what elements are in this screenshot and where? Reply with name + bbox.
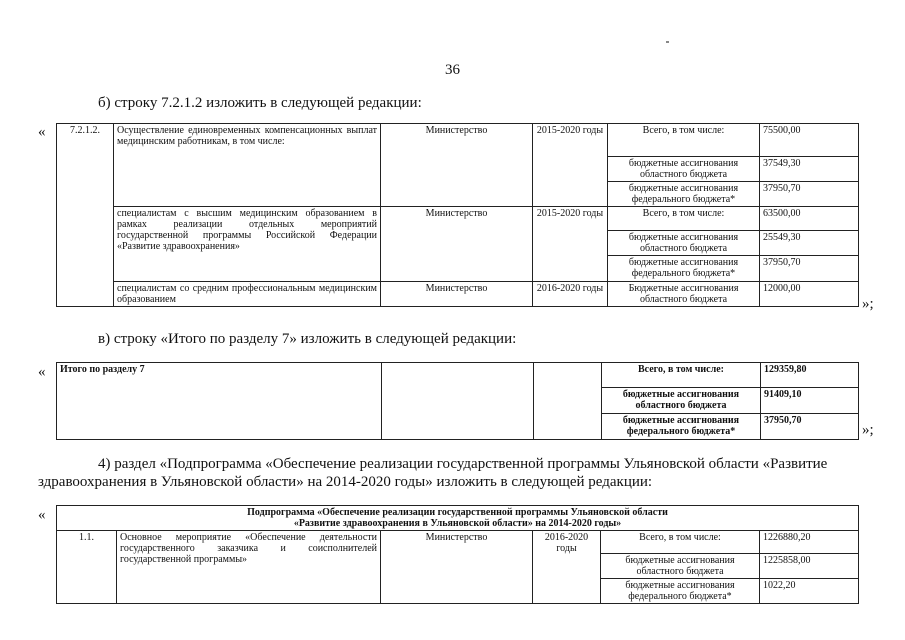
row-years: 2016-2020 годы: [533, 282, 608, 307]
source-value: 1225858,00: [760, 554, 859, 579]
source-label: Всего, в том числе:: [608, 124, 760, 157]
source-value: 37950,70: [760, 256, 859, 282]
table-row: [57, 282, 859, 307]
total-label: Итого по разделу 7: [57, 363, 382, 440]
source-value: 75500,00: [760, 124, 859, 157]
source-value: 63500,00: [760, 207, 859, 231]
source-label: бюджетные ассигнования федерального бюджета*: [608, 182, 760, 207]
source-label: бюджетные ассигнования федерального бюджета*: [602, 414, 761, 440]
row-number-empty: [57, 207, 114, 307]
table-row: [57, 531, 859, 554]
empty-cell: [534, 363, 602, 440]
row-executor: Министерство: [381, 124, 533, 207]
scan-speck: [666, 41, 669, 43]
row-description: специалистам со средним профессиональным медицинским образованием: [114, 282, 381, 307]
table-title-row: [57, 506, 859, 531]
source-value: 25549,30: [760, 231, 859, 256]
source-label: Всего, в том числе:: [601, 531, 760, 554]
row-years: 2015-2020 годы: [533, 124, 608, 207]
empty-cell: [382, 363, 534, 440]
table-title: [57, 506, 859, 531]
section-4-heading-line1: 4) раздел «Подпрограмма «Обеспечение реализации государственной программы Ульяновской области «Развитие: [98, 456, 828, 472]
source-value: 91409,10: [761, 388, 859, 414]
section-b-heading: б) строку 7.2.1.2 изложить в следующей редакции:: [98, 95, 422, 111]
row-years: 2016-2020 годы: [533, 531, 601, 604]
section-b-table: [56, 123, 859, 307]
row-executor: Министерство: [381, 531, 533, 604]
source-label: Всего, в том числе:: [608, 207, 760, 231]
source-label: бюджетные ассигнования федерального бюджета*: [608, 256, 760, 282]
table-row: [57, 363, 859, 388]
source-value: 37549,30: [760, 157, 859, 182]
row-description: Основное мероприятие «Обеспечение деятельности государственного заказчика и соисполнителей государственной программы»: [117, 531, 381, 604]
section-4-table: [56, 505, 859, 604]
section-v-open-quote: «: [38, 364, 46, 380]
row-number: 7.2.1.2.: [57, 124, 114, 207]
table-row: [57, 124, 859, 157]
table-title-line2: «Развитие здравоохранения в Ульяновской области» на 2014-2020 годы»: [293, 518, 622, 529]
page-number: 36: [445, 62, 460, 78]
source-value: 129359,80: [761, 363, 859, 388]
row-number: 1.1.: [57, 531, 117, 604]
source-label: бюджетные ассигнования областного бюджета: [608, 157, 760, 182]
row-executor: Министерство: [381, 207, 533, 282]
section-4-heading-line2: здравоохранения в Ульяновской области» на 2014-2020 годы» изложить в следующей редакции:: [38, 474, 653, 490]
source-label: Всего, в том числе:: [602, 363, 761, 388]
row-years: 2015-2020 годы: [533, 207, 608, 282]
row-executor: Министерство: [381, 282, 533, 307]
source-value: 37950,70: [761, 414, 859, 440]
source-value: 1226880,20: [760, 531, 859, 554]
section-b-close-quote: »;: [862, 296, 874, 312]
source-label: бюджетные ассигнования областного бюджета: [601, 554, 760, 579]
source-value: 37950,70: [760, 182, 859, 207]
row-description: Осуществление единовременных компенсационных выплат медицинским работникам, в том числе:: [114, 124, 381, 207]
table-title-line1: Подпрограмма «Обеспечение реализации государственной программы Ульяновской области: [247, 507, 668, 518]
section-4-open-quote: «: [38, 507, 46, 523]
section-v-close-quote: »;: [862, 422, 874, 438]
source-label: Бюджетные ассигнования областного бюджета: [608, 282, 760, 307]
source-value: 1022,20: [760, 579, 859, 604]
source-label: бюджетные ассигнования областного бюджета: [608, 231, 760, 256]
source-value: 12000,00: [760, 282, 859, 307]
source-label: бюджетные ассигнования областного бюджета: [602, 388, 761, 414]
source-label: бюджетные ассигнования федерального бюджета*: [601, 579, 760, 604]
row-description: специалистам с высшим медицинским образованием в рамках реализации отдельных мероприятий государственной программы Российской Федерации «Развитие здравоохранения»: [114, 207, 381, 282]
table-row: [57, 207, 859, 231]
section-v-table: [56, 362, 859, 440]
section-v-heading: в) строку «Итого по разделу 7» изложить в следующей редакции:: [98, 331, 517, 347]
section-b-open-quote: «: [38, 124, 46, 140]
